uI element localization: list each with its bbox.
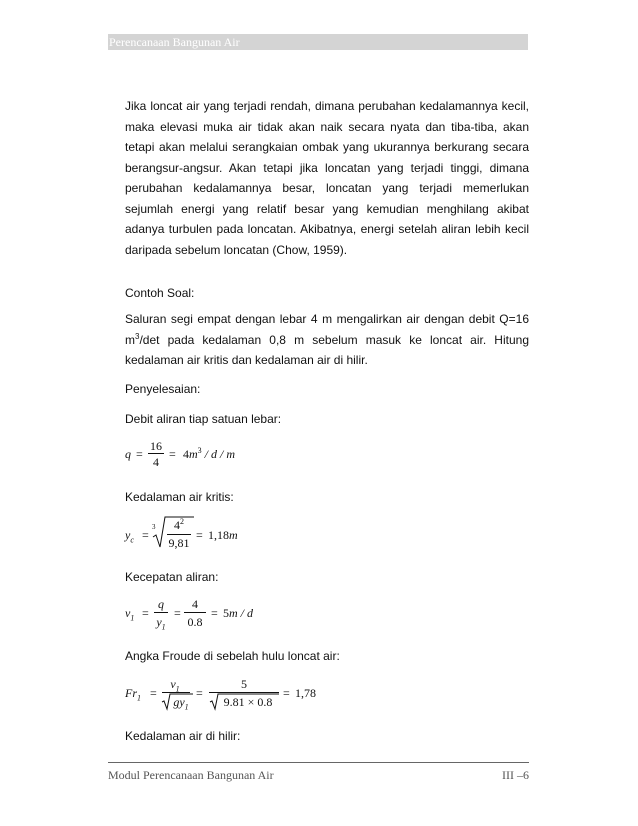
eq-result: [183, 447, 235, 462]
step-label-unit-discharge: Debit aliran tiap satuan lebar:: [125, 412, 282, 426]
fraction-denominator: 0.8: [187, 615, 203, 629]
eq-result: [208, 528, 238, 543]
fraction-numerator: q: [158, 597, 164, 611]
step-label-froude: Angka Froude di sebelah hulu loncat air:: [125, 649, 340, 663]
paragraph-line: adanya turbulen pada loncatan. Akibatnya, energi setelah aliran lebih kecil: [125, 222, 529, 236]
paragraph-intro: [125, 96, 529, 260]
eq-result-value: 5: [223, 606, 229, 620]
eq-equals: =: [142, 606, 149, 620]
eq-lhs-subscript: c: [130, 535, 134, 545]
eq-result: 1,78: [295, 686, 316, 700]
denominator-symbol: gy: [173, 695, 185, 709]
numerator-base: 4: [174, 518, 180, 532]
fraction-numerator: 16: [150, 439, 162, 453]
eq-equals: =: [283, 686, 290, 700]
eq-lhs-subscript: 1: [137, 693, 141, 703]
step-label-downstream-depth: Kedalaman air di hilir:: [125, 729, 241, 743]
eq-equals: =: [174, 606, 181, 620]
paragraph-line: Jika loncat air yang terjadi rendah, dimana perubahan kedalamannya kecil,: [125, 99, 529, 113]
root-index: 3: [152, 523, 156, 531]
eq-equals: =: [136, 447, 143, 461]
eq-lhs: q: [125, 447, 131, 461]
footer-page-number: III –6: [502, 768, 529, 782]
eq-coef: 4: [183, 447, 189, 461]
denominator-subscript: 1: [161, 622, 166, 632]
step-label-critical-depth: Kedalaman air kritis:: [125, 490, 234, 504]
fraction-bar: [154, 612, 168, 613]
eq-unit-rest: / d / m: [201, 447, 236, 461]
eq-result: [223, 606, 253, 621]
fraction-bar: [184, 612, 206, 613]
fraction-denominator: [153, 615, 169, 630]
solution-heading: Penyelesaian:: [125, 382, 201, 396]
fraction-denominator: [170, 695, 192, 710]
fraction-bar: [167, 534, 191, 535]
fraction-denominator: 4: [153, 455, 159, 469]
step-label-velocity: Kecepatan aliran:: [125, 570, 219, 584]
fraction-denominator: 9,81: [168, 536, 190, 550]
eq-result-unit: m / d: [229, 606, 253, 620]
problem-line: kedalaman air kritis dan kedalaman air di hilir.: [125, 353, 368, 367]
unit-exponent: 3: [135, 331, 140, 341]
eq-unit-m: m: [189, 447, 198, 461]
eq-equals: =: [169, 447, 176, 461]
eq-lhs-symbol: Fr: [125, 686, 137, 700]
paragraph-line: daripada sebelum loncatan (Chow, 1959).: [125, 242, 348, 257]
fraction-denominator: 9.81 × 0.8: [223, 695, 273, 709]
paragraph-line: tetapi akan melalui serangkaian ombak yang ukurannya berkurang secara: [125, 140, 529, 154]
fraction-bar: [148, 453, 164, 454]
eq-result-value: 1,18: [208, 528, 229, 542]
eq-lhs: [125, 686, 141, 701]
eq-lhs-subscript: 1: [130, 613, 135, 623]
problem-line-rest: /det pada kedalaman 0,8 m sebelum masuk ke loncat air. Hitung: [139, 332, 529, 347]
example-heading: Contoh Soal:: [125, 286, 195, 300]
fraction-numerator: [167, 518, 191, 533]
equation-froude: [125, 673, 345, 713]
eq-lhs: [125, 528, 134, 543]
running-header: Perencanaan Bangunan Air: [109, 35, 240, 49]
numerator-exponent: 2: [180, 517, 184, 526]
eq-equals: =: [142, 528, 149, 542]
equation-unit-discharge: [125, 437, 325, 471]
eq-lhs-symbol: y: [125, 528, 131, 542]
eq-equals: =: [211, 606, 218, 620]
numerator-symbol: v: [170, 677, 176, 691]
problem-line: [125, 330, 529, 351]
paragraph-line: berangsur-angsur. Akan tetapi jika loncatan yang terjadi tinggi, dimana: [125, 160, 529, 175]
paragraph-line: maka elevasi muka air tidak akan naik secara nyata dan tiba-tiba, akan: [125, 119, 529, 134]
numerator-subscript: 1: [175, 684, 180, 694]
equation-critical-depth: [125, 514, 325, 554]
footer-module-title: Modul Perencanaan Bangunan Air: [108, 768, 274, 782]
fraction-numerator: 4: [192, 597, 198, 611]
fraction-numerator: 5: [241, 677, 247, 691]
denominator-symbol: y: [156, 615, 162, 629]
unit-m: m: [125, 332, 135, 347]
problem-line: Saluran segi empat dengan lebar 4 m mengalirkan air dengan debit Q=16: [125, 312, 529, 326]
eq-lhs-symbol: v: [125, 606, 131, 620]
paragraph-line: sejumlah energi yang relatif besar yang kemudian menghilang akibat: [125, 201, 529, 216]
equation-velocity: [125, 594, 325, 632]
eq-unit-exponent: 3: [197, 446, 202, 455]
fraction-numerator: [166, 677, 184, 692]
eq-lhs: [125, 606, 134, 621]
eq-equals: =: [150, 686, 157, 700]
paragraph-line: perubahan kedalamannya besar, loncatan yang terjadi memerlukan: [125, 181, 529, 195]
eq-result-unit: m: [229, 528, 238, 542]
footer-rule: [108, 762, 529, 763]
eq-equals: =: [196, 686, 203, 700]
denominator-subscript: 1: [184, 702, 189, 712]
problem-statement: [125, 309, 529, 371]
eq-equals: =: [196, 528, 203, 542]
